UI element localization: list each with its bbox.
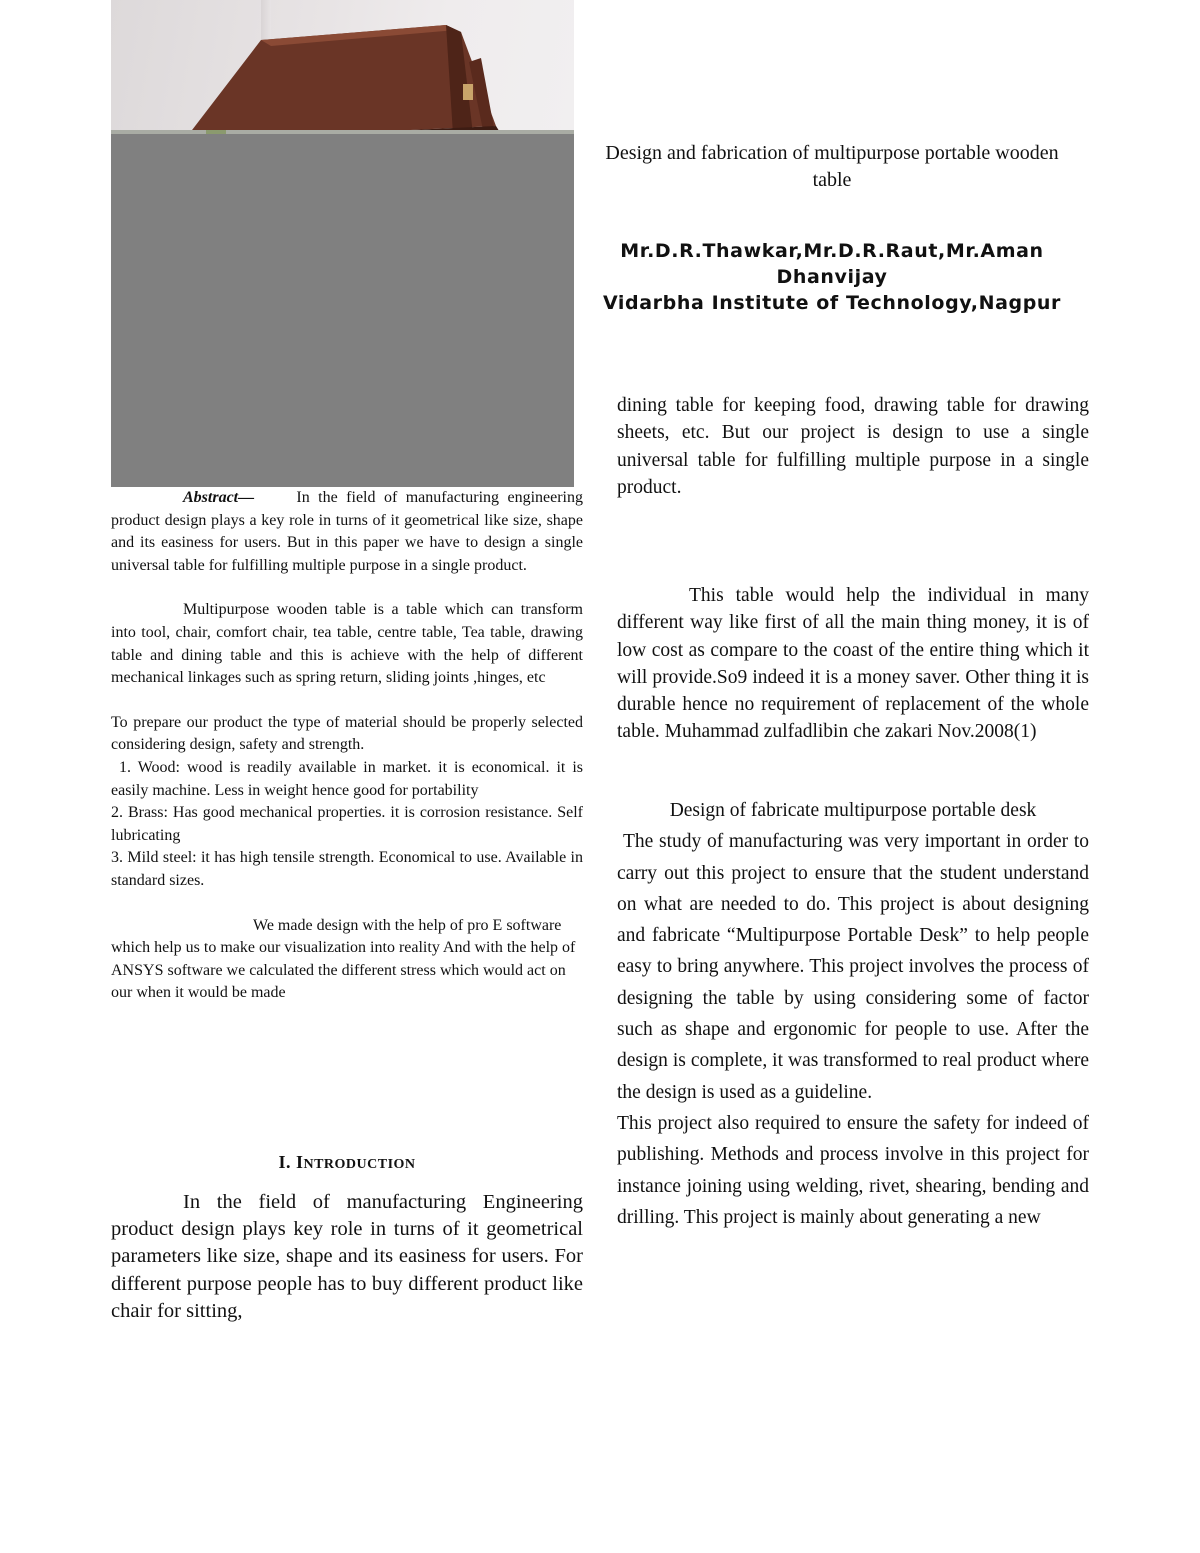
- right-column-lower: [617, 795, 1089, 1233]
- photo-wooden-table: [111, 0, 574, 134]
- photo-table-shape: [111, 0, 574, 134]
- section-number: I.: [278, 1152, 291, 1172]
- material-item-mild-steel: 3. Mild steel: it has high tensile strength. Economical to use. Available in standard sizes.: [111, 849, 583, 889]
- material-item-wood: 1. Wood: wood is readily available in market. it is economical. it is easily machine. Less in weight hence good for portability: [111, 758, 583, 799]
- figure-photo-wooden-table: [111, 0, 574, 487]
- abstract-paragraph-3: To prepare our product the type of material should be properly selected considering design, safety and strength.: [111, 713, 583, 754]
- right-paragraph-3-text: The study of manufacturing was very important in order to carry out this project to ensure that the student understand on what are needed to do. This project is about designing and fabricate “Multipurpose Portable Desk” to help people easy to bring anywhere. This project involves the process of designing the table by using considering some of factor such as shape and ergonomic for people to use. After the design is complete, it was transformed to real product where the design is used as a guideline.: [617, 831, 1089, 1103]
- abstract-label: Abstract—: [183, 489, 255, 506]
- right-subheading: Design of fabricate multipurpose portable desk: [669, 800, 1037, 821]
- right-paragraph-1-text: dining table for keeping food, drawing table for drawing sheets, etc. But our project is design to use a single universal table for fulfilling multiple purpose in a single product.: [617, 395, 1089, 498]
- abstract-text: In the field of manufacturing engineering product design plays a key role in turns of it geometrical like size, shape and its easiness for users. But in this paper we have to design a single universal table for fulfilling multiple purpose in a single product.: [111, 489, 583, 574]
- introduction-paragraph: In the field of manufacturing Engineering product design plays key role in turns of it geometrical parameters like size, shape and its easiness for users. For different purpose people has to buy different product like chair for sitting,: [111, 1191, 583, 1322]
- right-paragraph-1: [617, 392, 1089, 501]
- abstract-paragraph-2: Multipurpose wooden table is a table which can transform into tool, chair, comfort chair, tea table, centre table, Tea table, drawing table and dining table and this is achieve with the help of different mechanical linkages such as spring return, sliding joints ,hinges, etc: [111, 601, 583, 687]
- material-item-brass: 2. Brass: Has good mechanical properties. it is corrosion resistance. Self lubricating: [111, 804, 583, 844]
- author-block: [578, 238, 1086, 316]
- abstract-paragraph-4: We made design with the help of pro E software which help us to make our visualization into reality And with the help of ANSYS software we calculated the different stress which would act on our when it would be made: [111, 916, 576, 1002]
- affiliation: Vidarbha Institute of Technology,Nagpur: [602, 292, 1062, 314]
- paper-title: Design and fabrication of multipurpose portable wooden table: [605, 142, 1059, 191]
- photo-floor-strip: [111, 130, 574, 134]
- introduction-text: [111, 1189, 583, 1325]
- right-paragraph-2: [617, 582, 1089, 746]
- section-heading-initial: I: [295, 1152, 304, 1172]
- abstract-paragraph-1: [111, 487, 583, 577]
- right-paragraph-4-text: This project also required to ensure the safety for indeed of publishing. Methods and process involve in this project for instance joining using welding, rivet, shearing, bending and drilling. This project is mainly about generating a new: [617, 1112, 1089, 1228]
- right-paragraph-2-text: This table would help the individual in many different way like first of all the main thing money, it is of low cost as compare to the coast of the entire thing which it will provide.So9 indeed it is a money saver. Other thing it is durable hence no requirement of replacement of the whole table. Muhammad zulfadlibin che zakari Nov.2008(1): [617, 585, 1089, 743]
- photo-floor-object: [206, 130, 226, 134]
- authors: Mr.D.R.Thawkar,Mr.D.R.Raut,Mr.Aman Dhanvijay: [620, 240, 1044, 288]
- abstract: [111, 487, 583, 1005]
- section-heading-rest: NTRODUCTION: [303, 1157, 416, 1172]
- section-heading-introduction: [111, 1152, 583, 1173]
